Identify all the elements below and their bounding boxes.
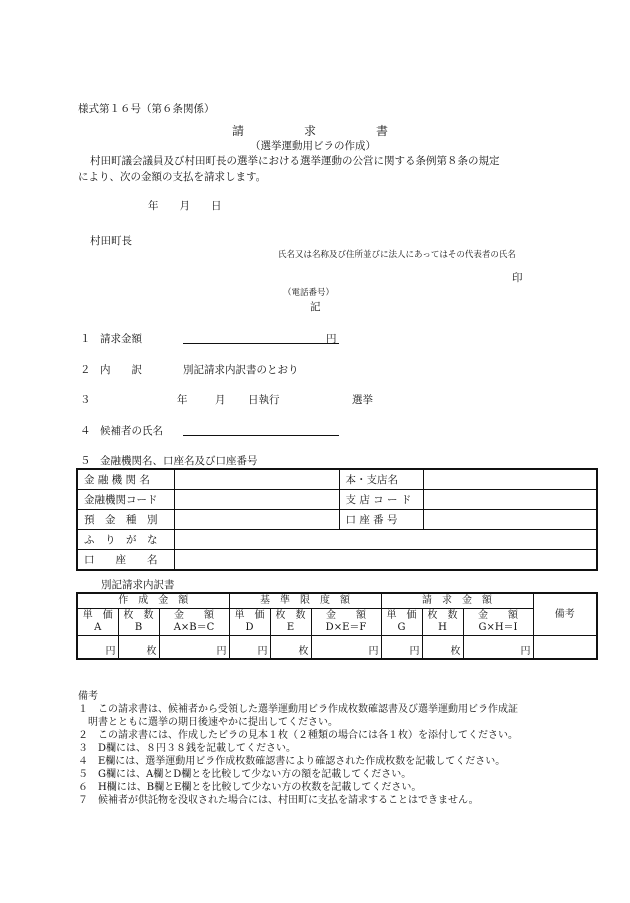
bank-account-table bbox=[76, 468, 598, 571]
table-row bbox=[77, 469, 597, 490]
note-line: 明書とともに選挙の期日後速やかに提出してください。 bbox=[78, 717, 338, 728]
branch-code-field[interactable] bbox=[423, 490, 597, 510]
amount-i-field[interactable]: 円 bbox=[463, 636, 533, 660]
note-line: ６ H欄には、B欄とE欄とを比較して少ない方の枚数を記載してください。 bbox=[78, 782, 422, 793]
count-e-field[interactable]: 枚 bbox=[270, 636, 311, 660]
intro-line-2: により、次の金額の支払を請求します。 bbox=[78, 171, 267, 183]
item-3-number: ３ bbox=[80, 394, 91, 406]
unit-price-g-field[interactable]: 円 bbox=[381, 636, 422, 660]
col-amount-c: 金 額 A×B＝C bbox=[159, 609, 229, 636]
table-row bbox=[77, 636, 597, 660]
item-5-label: 金融機関名、口座名及び口座番号 bbox=[100, 455, 258, 467]
col-count-h: 枚 数 H bbox=[422, 609, 463, 636]
amount-c-field[interactable]: 円 bbox=[159, 636, 229, 660]
deposit-type-field[interactable] bbox=[174, 510, 339, 530]
remarks-field[interactable] bbox=[533, 636, 597, 660]
item-1-label: 請求金額 bbox=[100, 333, 142, 345]
col-count-b: 枚 数 B bbox=[118, 609, 159, 636]
table-row bbox=[77, 530, 597, 550]
account-name-label: 口 座 名 bbox=[77, 550, 174, 571]
branch-code-label: 支 店 コ ー ド bbox=[339, 490, 423, 510]
furigana-label: ふ り が な bbox=[77, 530, 174, 550]
col-unit-price-a: 単 価 A bbox=[77, 609, 118, 636]
note-line: ５ G欄には、A欄とD欄とを比較して少ない方の額を記載してください。 bbox=[78, 769, 412, 780]
table-row bbox=[77, 593, 597, 609]
amount-f-field[interactable]: 円 bbox=[311, 636, 381, 660]
account-number-field[interactable] bbox=[423, 510, 597, 530]
form-number: 様式第１６号（第６条関係） bbox=[78, 103, 215, 115]
col-unit-price-g: 単 価 G bbox=[381, 609, 422, 636]
count-b-field[interactable]: 枚 bbox=[118, 636, 159, 660]
seal-mark: 印 bbox=[512, 272, 523, 284]
unit-price-a-field[interactable]: 円 bbox=[77, 636, 118, 660]
item-2-label: 内 訳 bbox=[100, 364, 142, 376]
note-line: ４ E欄には、選挙運動用ビラ作成枚数確認書により確認された作成枚数を記載してください。 bbox=[78, 756, 506, 767]
item-4-label: 候補者の氏名 bbox=[100, 425, 163, 437]
bank-name-field[interactable] bbox=[174, 469, 339, 490]
item-5-number: ５ bbox=[80, 455, 91, 467]
table-row bbox=[77, 490, 597, 510]
phone-label: （電話番号） bbox=[283, 288, 335, 298]
addressee: 村田町長 bbox=[90, 235, 132, 247]
table-row bbox=[77, 510, 597, 530]
note-line: ２ この請求書には、作成したビラの見本１枚（２種類の場合には各１枚）を添付してください。 bbox=[78, 730, 518, 741]
col-count-e: 枚 数 E bbox=[270, 609, 311, 636]
note-line: １ この請求書は、候補者から受領した選挙運動用ビラ作成枚数確認書及び選挙運動用ビラ作成証 bbox=[78, 704, 518, 715]
detail-title: 別記請求内訳書 bbox=[101, 579, 175, 591]
col-amount-f: 金 額 D×E＝F bbox=[311, 609, 381, 636]
bank-code-label: 金融機関コード bbox=[77, 490, 174, 510]
unit-price-d-field[interactable]: 円 bbox=[229, 636, 270, 660]
bank-name-label: 金 融 機 関 名 bbox=[77, 469, 174, 490]
claimant-label: 氏名又は名称及び住所並びに法人にあってはその代表者の氏名 bbox=[278, 250, 516, 260]
account-name-field[interactable] bbox=[174, 550, 597, 571]
col-remarks: 備考 bbox=[533, 593, 597, 636]
item-3-month: 月 bbox=[215, 394, 226, 406]
count-h-field[interactable]: 枚 bbox=[422, 636, 463, 660]
col-group-created: 作 成 金 額 bbox=[77, 593, 229, 609]
col-group-limit: 基 準 限 度 額 bbox=[229, 593, 381, 609]
deposit-type-label: 預 金 種 別 bbox=[77, 510, 174, 530]
date-line: 年 月 日 bbox=[148, 200, 222, 212]
item-1-number: １ bbox=[80, 333, 91, 345]
item-2-value: 別記請求内訳書のとおり bbox=[183, 364, 299, 376]
page-title: 請 求 書 bbox=[232, 124, 389, 138]
note-line: ３ D欄には、８円３８銭を記載してください。 bbox=[78, 743, 297, 754]
bank-code-field[interactable] bbox=[174, 490, 339, 510]
col-amount-i: 金 額 G×H＝I bbox=[463, 609, 533, 636]
detail-table bbox=[76, 592, 598, 660]
furigana-field[interactable] bbox=[174, 530, 597, 550]
account-number-label: 口 座 番 号 bbox=[339, 510, 423, 530]
branch-name-field[interactable] bbox=[423, 469, 597, 490]
branch-name-label: 本・支店名 bbox=[339, 469, 423, 490]
note-line: ７ 候補者が供託物を没収された場合には、村田町に支払を請求することはできません。 bbox=[78, 795, 479, 806]
item-3-election: 選挙 bbox=[352, 394, 373, 406]
table-row bbox=[77, 609, 597, 636]
col-group-claim: 請 求 金 額 bbox=[381, 593, 533, 609]
claim-amount-field[interactable] bbox=[183, 343, 339, 344]
notes-title: 備考 bbox=[78, 691, 98, 702]
item-3-day: 日執行 bbox=[248, 394, 280, 406]
ki-label: 記 bbox=[310, 301, 321, 313]
yen-label: 円 bbox=[326, 333, 337, 345]
item-4-number: ４ bbox=[80, 425, 91, 437]
col-unit-price-d: 単 価 D bbox=[229, 609, 270, 636]
table-row bbox=[77, 550, 597, 571]
page-subtitle: （選挙運動用ビラの作成） bbox=[250, 140, 376, 152]
item-3-year: 年 bbox=[177, 394, 188, 406]
intro-line-1: 村田町議会議員及び村田町長の選挙における選挙運動の公営に関する条例第８条の規定 bbox=[90, 155, 500, 167]
item-2-number: ２ bbox=[80, 364, 91, 376]
candidate-name-field[interactable] bbox=[183, 435, 339, 436]
